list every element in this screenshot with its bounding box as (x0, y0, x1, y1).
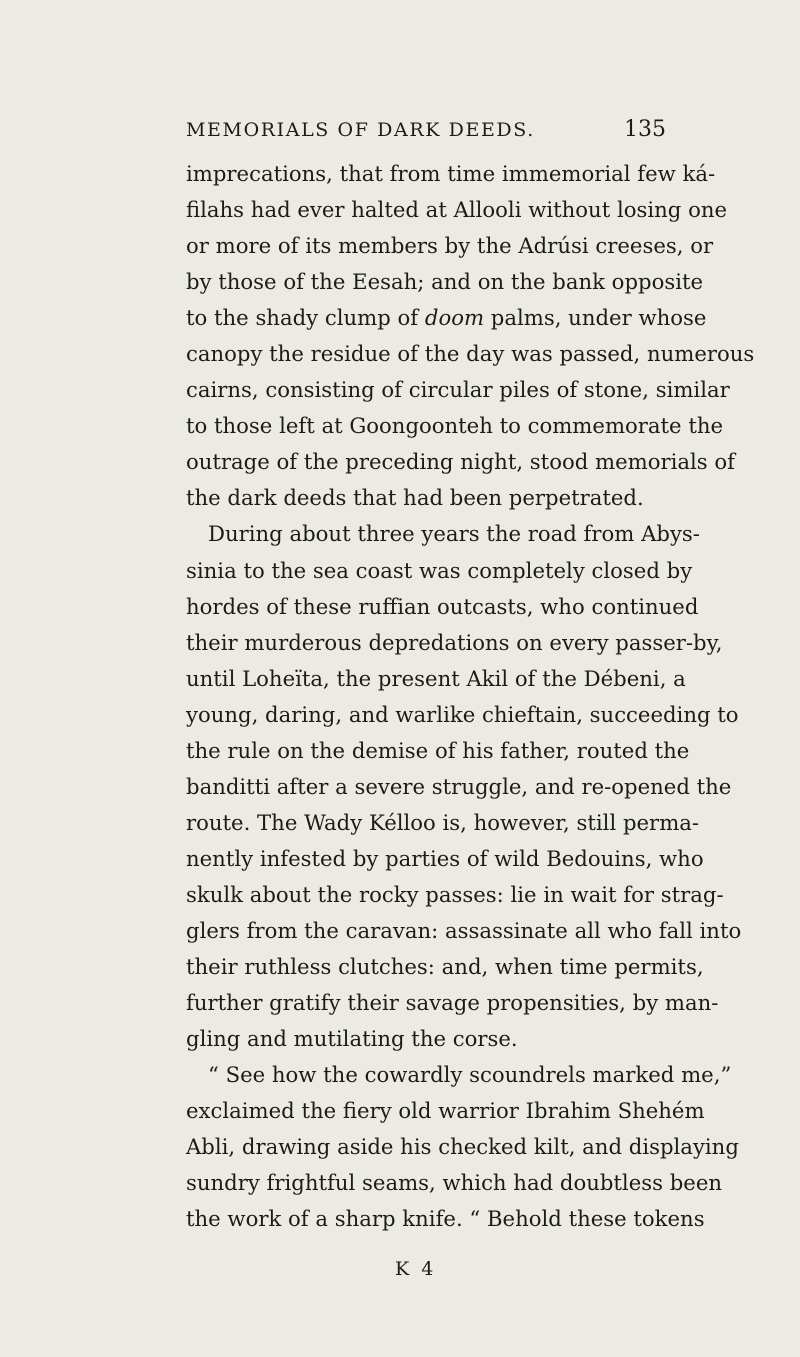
text-line: cairns, consisting of circular piles of stone, similar (186, 377, 730, 403)
text-line: sinia to the sea coast was completely closed by (186, 557, 693, 583)
text-line (186, 300, 707, 336)
text-line: the rule on the demise of his father, routed the (186, 737, 690, 763)
text-line: hordes of these ruffian outcasts, who continued (186, 593, 699, 619)
text-line: banditti after a severe struggle, and re-opened the (186, 773, 732, 799)
text-line: the dark deeds that had been perpetrated. (186, 485, 644, 511)
italic-word: doom (424, 305, 485, 331)
text-line: their ruthless clutches: and, when time permits, (186, 954, 704, 980)
text-line: by those of the Eesah; and on the bank opposite (186, 269, 704, 295)
text-line: glers from the caravan: assassinate all who fall into (186, 917, 742, 943)
text-segment: to the shady clump of doom palms, under whose (186, 305, 707, 331)
text-line: filahs had ever halted at Allooli without losing one (186, 197, 728, 223)
text-line: nently infested by parties of wild Bedouins, who (186, 845, 704, 871)
text-line: or more of its members by the Adrúsi creeses, or (186, 233, 714, 259)
text-line: their murderous depredations on every passer-by, (186, 629, 723, 655)
running-title: MEMORIALS OF DARK DEEDS. (186, 119, 535, 141)
page-number: 135 (624, 117, 666, 142)
text-line: further gratify their savage propensities, by man- (186, 990, 719, 1016)
text-line: route. The Wady Kélloo is, however, still perma- (186, 809, 700, 835)
text-line: to those left at Goongoonteh to commemorate the (186, 413, 724, 439)
text-line: canopy the residue of the day was passed, numerous (186, 341, 755, 367)
text-line: Abli, drawing aside his checked kilt, and displaying (186, 1134, 739, 1160)
text-line: young, daring, and warlike chieftain, succeeding to (186, 701, 739, 727)
running-header (186, 116, 666, 148)
text-line: “ See how the cowardly scoundrels marked me,” (208, 1062, 732, 1088)
text-line: During about three years the road from Abys- (208, 521, 700, 547)
text-line: gling and mutilating the corse. (186, 1026, 518, 1052)
text-line: skulk about the rocky passes: lie in wait for strag- (186, 881, 724, 907)
text-line: until Loheïta, the present Akil of the Débeni, a (186, 665, 686, 691)
text-line: imprecations, that from time immemorial few ká- (186, 161, 716, 186)
text-line: sundry frightful seams, which had doubtless been (186, 1170, 723, 1196)
text-line: exclaimed the fiery old warrior Ibrahim Shehém (186, 1098, 705, 1124)
signature-mark: K 4 (395, 1258, 437, 1280)
body-text (186, 156, 755, 1237)
text-line: outrage of the preceding night, stood memorials of (186, 449, 736, 475)
text-line: the work of a sharp knife. “ Behold these tokens (186, 1206, 705, 1232)
